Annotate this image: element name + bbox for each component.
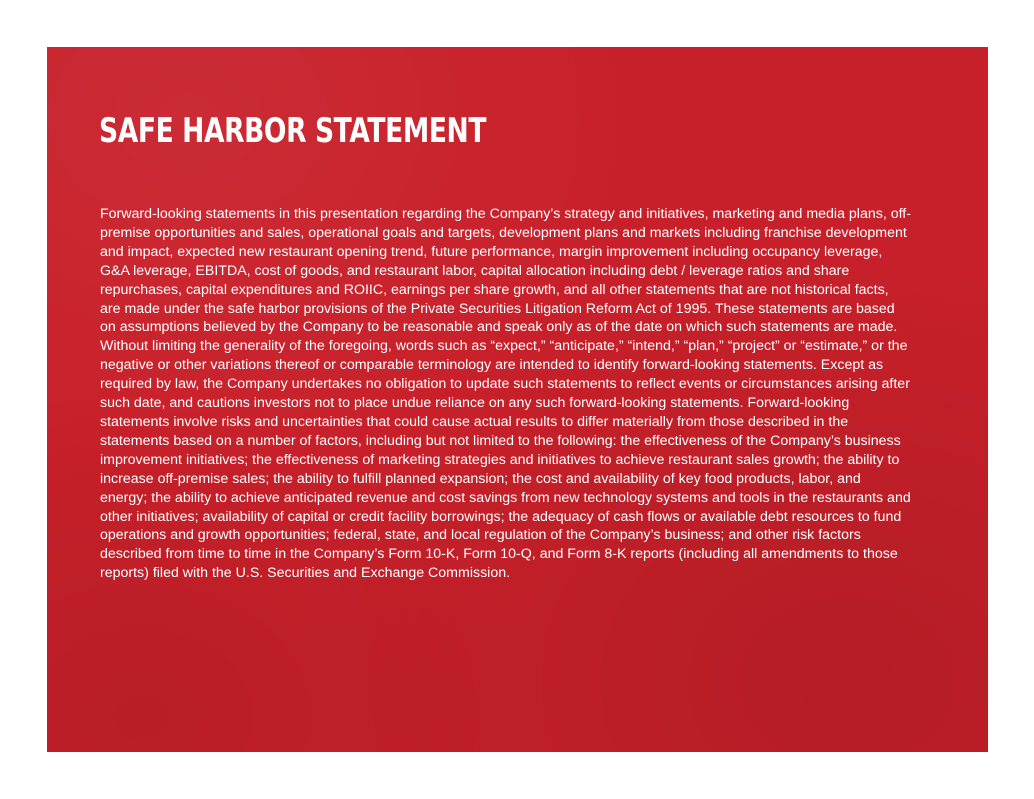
- page-title: SAFE HARBOR STATEMENT: [99, 111, 487, 151]
- safe-harbor-body-text: Forward-looking statements in this presentation regarding the Company’s strategy and initiatives, marketing and media plans, off-premise opportunities and sales, operational goals and targets, development plans and markets including franchise development and impact, expected new restaurant opening trend, future performance, margin improvement including occupancy leverage, G&A leverage, EBITDA, cost of goods, and restaurant labor, capital allocation including debt / leverage ratios and share repurchases, capital expenditures and ROIIC, earnings per share growth, and all other statements that are not historical facts, are made under the safe harbor provisions of the Private Securities Litigation Reform Act of 1995. These statements are based on assumptions believed by the Company to be reasonable and speak only as of the date on which such statements are made. Without limiting the generality of the foregoing, words such as “expect,” “anticipate,” “intend,” “plan,” “project” or “estimate,” or the negative or other variations thereof or comparable terminology are intended to identify forward-looking statements. Except as required by law, the Company undertakes no obligation to update such statements to reflect events or circumstances arising after such date, and cautions investors not to place undue reliance on any such forward-looking statements. Forward-looking statements involve risks and uncertainties that could cause actual results to differ materially from those described in the statements based on a number of factors, including but not limited to the following: the effectiveness of the Company’s business improvement initiatives; the effectiveness of marketing strategies and initiatives to achieve restaurant sales growth; the ability to increase off-premise sales; the ability to fulfill planned expansion; the cost and availability of key food products, labor, and energy; the ability to achieve anticipated revenue and cost savings from new technology systems and tools in the restaurants and other initiatives; availability of capital or credit facility borrowings; the adequacy of cash flows or available debt resources to fund operations and growth opportunities; federal, state, and local regulation of the Company’s business; and other risk factors described from time to time in the Company’s Form 10-K, Form 10-Q, and Form 8-K reports (including all amendments to those reports) filed with the U.S. Securities and Exchange Commission.: [100, 206, 911, 582]
- slide-panel: [47, 47, 988, 752]
